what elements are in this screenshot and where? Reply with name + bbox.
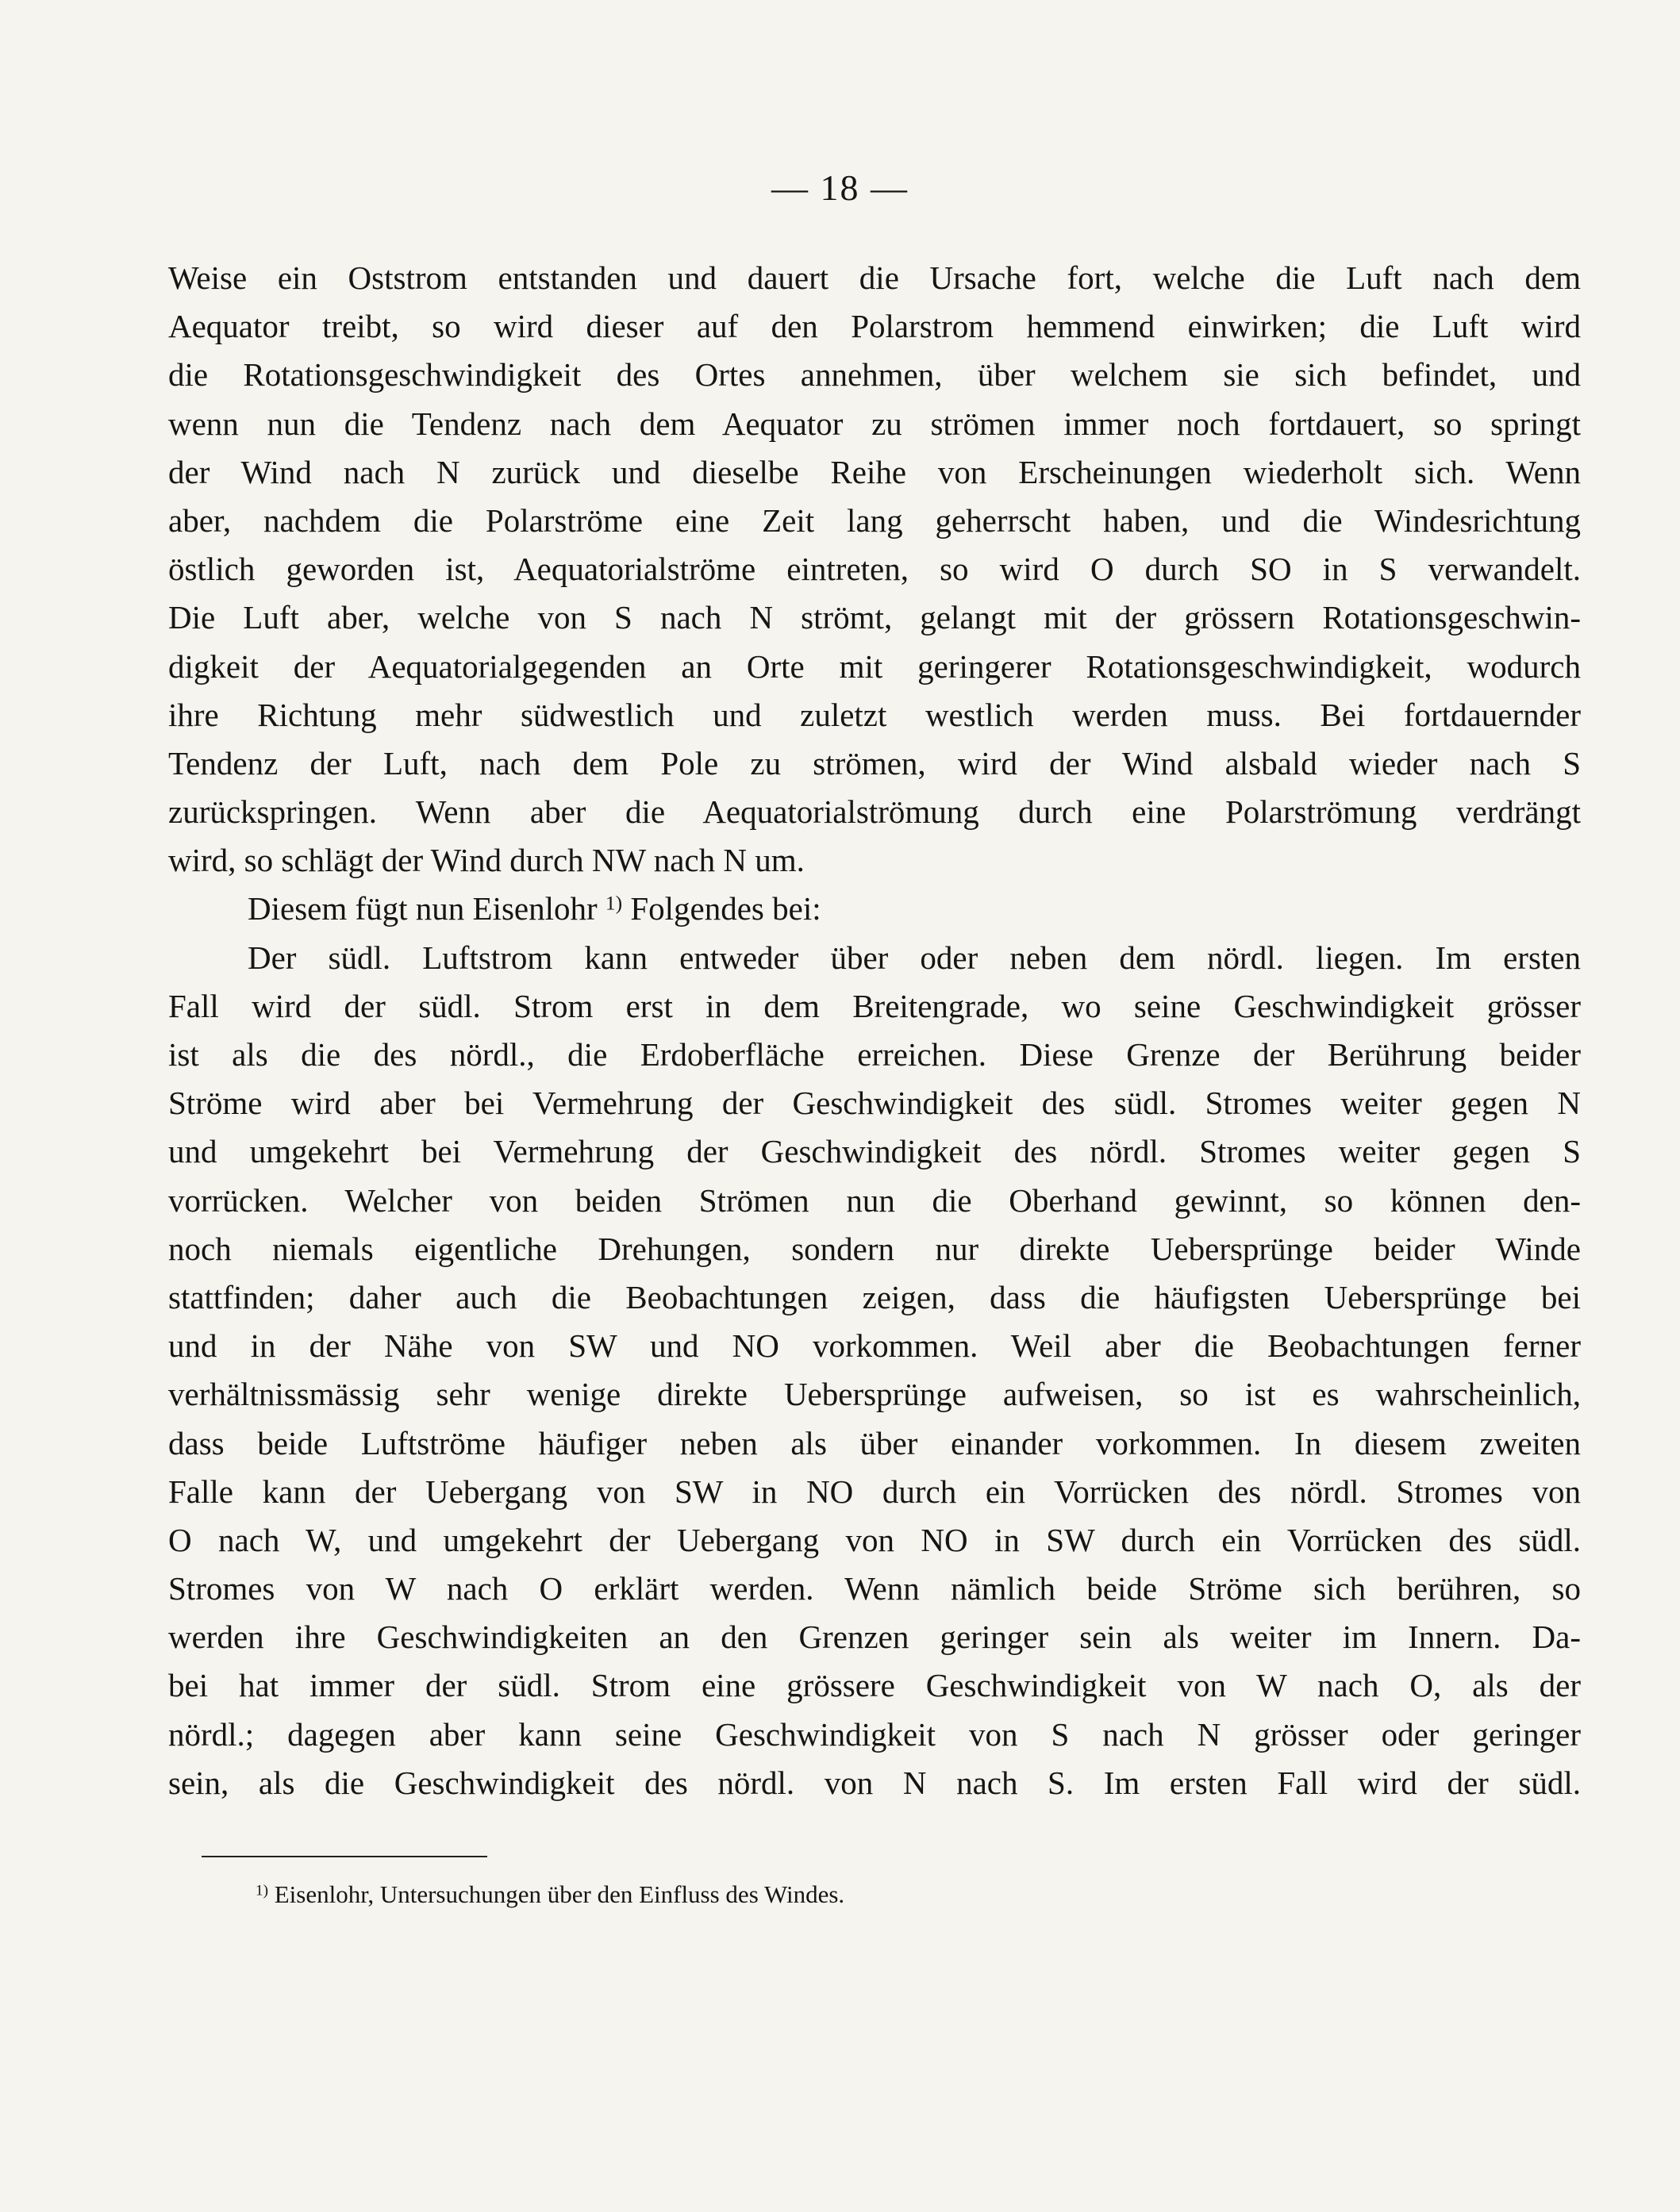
text-line: die Rotationsgeschwindigkeit des Ortes annehmen, über welchem sie sich befindet, und — [168, 356, 1581, 394]
text-line: der Wind nach N zurück und dieselbe Reihe von Erscheinungen wiederholt sich. Wenn — [168, 453, 1581, 490]
footnote-divider — [202, 1856, 487, 1857]
text-line: Tendenz der Luft, nach dem Pole zu strömen, wird der Wind alsbald wieder nach S — [168, 744, 1581, 781]
text-line: ihre Richtung mehr südwestlich und zuletzt westlich werden muss. Bei fortdauernder — [168, 696, 1581, 733]
footnote — [256, 1880, 844, 1909]
footnote-marker: 1) — [256, 1882, 268, 1899]
text-line: aber, nachdem die Polarströme eine Zeit lang geherrscht haben, und die Windesrichtung — [168, 501, 1581, 539]
quote-line: ist als die des nördl., die Erdoberfläche erreichen. Diese Grenze der Berührung beider — [168, 1036, 1581, 1073]
quote-line: Fall wird der südl. Strom erst in dem Breitengrade, wo seine Geschwindigkeit grösser — [168, 987, 1581, 1024]
quote-line: sein, als die Geschwindigkeit des nördl. von N nach S. Im ersten Fall wird der südl. — [168, 1764, 1581, 1801]
quote-line: Der südl. Luftstrom kann entweder über oder neben dem nördl. liegen. Im ersten — [248, 939, 1581, 976]
text-line: wenn nun die Tendenz nach dem Aequator zu strömen immer noch fortdauert, so springt — [168, 405, 1581, 442]
quote-line: und umgekehrt bei Vermehrung der Geschwindigkeit des nördl. Stromes weiter gegen S — [168, 1133, 1581, 1170]
quote-line: noch niemals eigentliche Drehungen, sondern nur direkte Uebersprünge beider Winde — [168, 1230, 1581, 1267]
quote-line: Ströme wird aber bei Vermehrung der Geschwindigkeit des südl. Stromes weiter gegen N — [168, 1085, 1581, 1122]
text-line: wird, so schlägt der Wind durch NW nach N um. — [168, 842, 805, 879]
quote-line: verhältnissmässig sehr wenige direkte Uebersprünge aufweisen, so ist es wahrscheinlich, — [168, 1376, 1581, 1413]
text-line: Weise ein Oststrom entstanden und dauert die Ursache fort, welche die Luft nach dem — [168, 259, 1581, 296]
intro-line-before: Diesem fügt nun Eisenlohr — [248, 890, 598, 927]
intro-line — [168, 885, 1581, 933]
quote-line: Falle kann der Uebergang von SW in NO durch ein Vorrücken des nördl. Stromes von — [168, 1473, 1581, 1510]
footnote-reference: 1) — [605, 892, 623, 915]
footnote-text: Eisenlohr, Untersuchungen über den Einfluss des Windes. — [268, 1880, 845, 1908]
text-line: Die Luft aber, welche von S nach N strömt, gelangt mit der grössern Rotationsgeschwin- — [168, 599, 1581, 636]
quote-line: werden ihre Geschwindigkeiten an den Grenzen geringer sein als weiter im Innern. Da- — [168, 1619, 1581, 1656]
quote-line: vorrücken. Welcher von beiden Strömen nun die Oberhand gewinnt, so können den- — [168, 1181, 1581, 1219]
quote-line: O nach W, und umgekehrt der Uebergang von NO in SW durch ein Vorrücken des südl. — [168, 1521, 1581, 1558]
text-line: Aequator treibt, so wird dieser auf den Polarstrom hemmend einwirken; die Luft wird — [168, 308, 1581, 345]
quote-line: Stromes von W nach O erklärt werden. Wenn nämlich beide Ströme sich berühren, so — [168, 1570, 1581, 1607]
intro-line-after: Folgendes bei: — [622, 890, 821, 927]
text-line: digkeit der Aequatorialgegenden an Orte mit geringerer Rotationsgeschwindigkeit, wodurch — [168, 647, 1581, 685]
quote-line: bei hat immer der südl. Strom eine grössere Geschwindigkeit von W nach O, als der — [168, 1667, 1581, 1704]
quote-line: und in der Nähe von SW und NO vorkommen. Weil aber die Beobachtungen ferner — [168, 1327, 1581, 1365]
quote-line: nördl.; dagegen aber kann seine Geschwindigkeit von S nach N grösser oder geringer — [168, 1715, 1581, 1753]
text-line: zurückspringen. Wenn aber die Aequatorialströmung durch eine Polarströmung verdrängt — [168, 793, 1581, 831]
page-number: — 18 — — [771, 167, 909, 208]
quote-line: stattfinden; daher auch die Beobachtungen zeigen, dass die häufigsten Uebersprünge bei — [168, 1278, 1581, 1315]
text-line: östlich geworden ist, Aequatorialströme eintreten, so wird O durch SO in S verwandelt. — [168, 551, 1581, 588]
quote-line: dass beide Luftströme häufiger neben als über einander vorkommen. In diesem zweiten — [168, 1424, 1581, 1461]
body-text — [168, 254, 1581, 1807]
